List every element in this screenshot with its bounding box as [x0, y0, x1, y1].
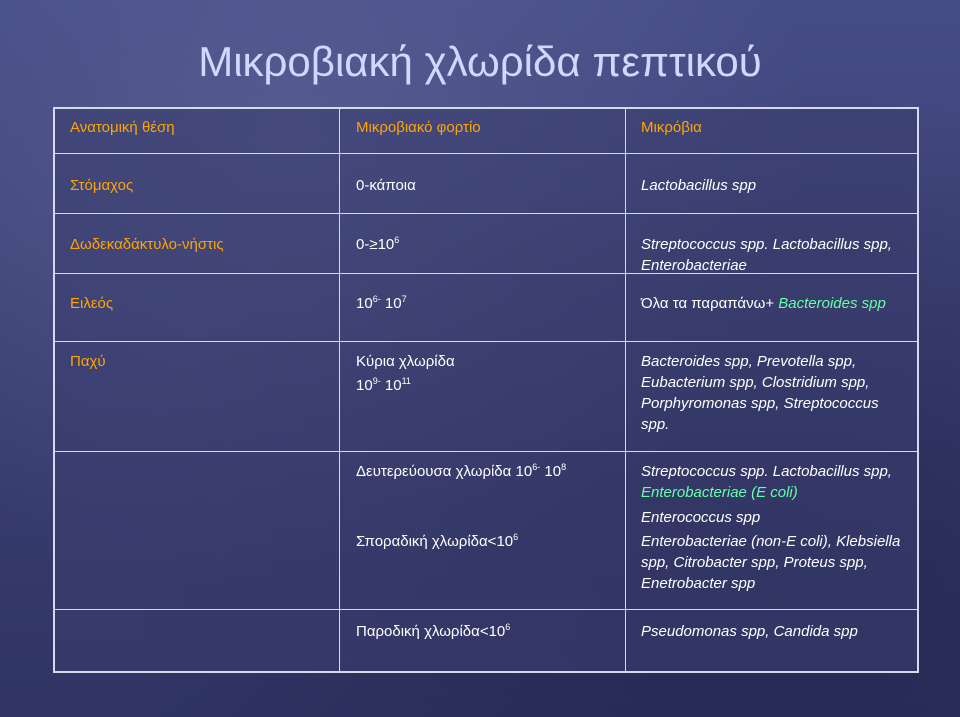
header-anatomical-site: Ανατομική θέση: [70, 119, 175, 136]
header-microbial-load: Μικροβιακό φορτίο: [356, 119, 481, 136]
microbes-colon: Bacteroides spp, Prevotella spp, Eubacterium spp, Clostridium spp, Porphyromonas spp, Streptococcus spp.: [641, 353, 879, 433]
row-divider: [55, 341, 917, 342]
site-duodenum: Δωδεκαδάκτυλο-νήστις: [70, 236, 224, 253]
microbes-transient-flora: Pseudomonas spp, Candida spp: [641, 623, 858, 640]
microbes-duodenum: Streptococcus spp. Lactobacillus spp, Enterobacteriae: [641, 236, 892, 274]
site-colon: Παχύ: [70, 353, 106, 370]
load-stomach: 0-κάποια: [356, 177, 416, 194]
row-divider: [55, 153, 917, 154]
load-colon: Κύρια χλωρίδα $10^{9-}$ $10^{11}$: [356, 353, 455, 394]
site-ileum: Ειλεός: [70, 295, 114, 312]
load-duodenum: $0-\ge 10^6$: [356, 235, 400, 253]
load-sporadic-flora: Σποραδική $\chi\lambda\omega\rho ί\delta\alpha<10^6$: [356, 532, 519, 550]
microbes-sporadic-flora: Enterobacteriae (non-E coli), Klebsiella spp, Citrobacter spp, Proteus spp, Enetrobacter spp: [641, 533, 901, 592]
column-divider: [339, 109, 340, 671]
slide-title: Μικροβιακή χλωρίδα πεπτικού: [198, 38, 762, 85]
column-divider: [625, 109, 626, 671]
microflora-table: [53, 107, 919, 673]
header-microbes: Μικρόβια: [641, 119, 702, 136]
row-divider: [55, 609, 917, 610]
load-secondary-flora: Δευτερεύουσα χλωρίδα $10^{6-}$ $10^8$: [356, 462, 567, 480]
site-stomach: Στόμαχος: [70, 177, 134, 194]
row-divider: [55, 451, 917, 452]
microbes-stomach: Lactobacillus spp: [641, 177, 757, 194]
load-ileum: $10^{6-}$ $10^7$: [356, 294, 407, 312]
load-transient-flora: Παροδική $\chi\lambda\omega\rho ί\delta\alpha<10^6$: [356, 622, 511, 640]
microbes-ileum: Όλα τα παραπάνω+ Bacteroides spp: [641, 295, 886, 312]
microbes-secondary-flora: Streptococcus spp. Lactobacillus spp, Enterobacteriae (E coli) Enterococcus spp: [641, 463, 892, 526]
row-divider: [55, 213, 917, 214]
